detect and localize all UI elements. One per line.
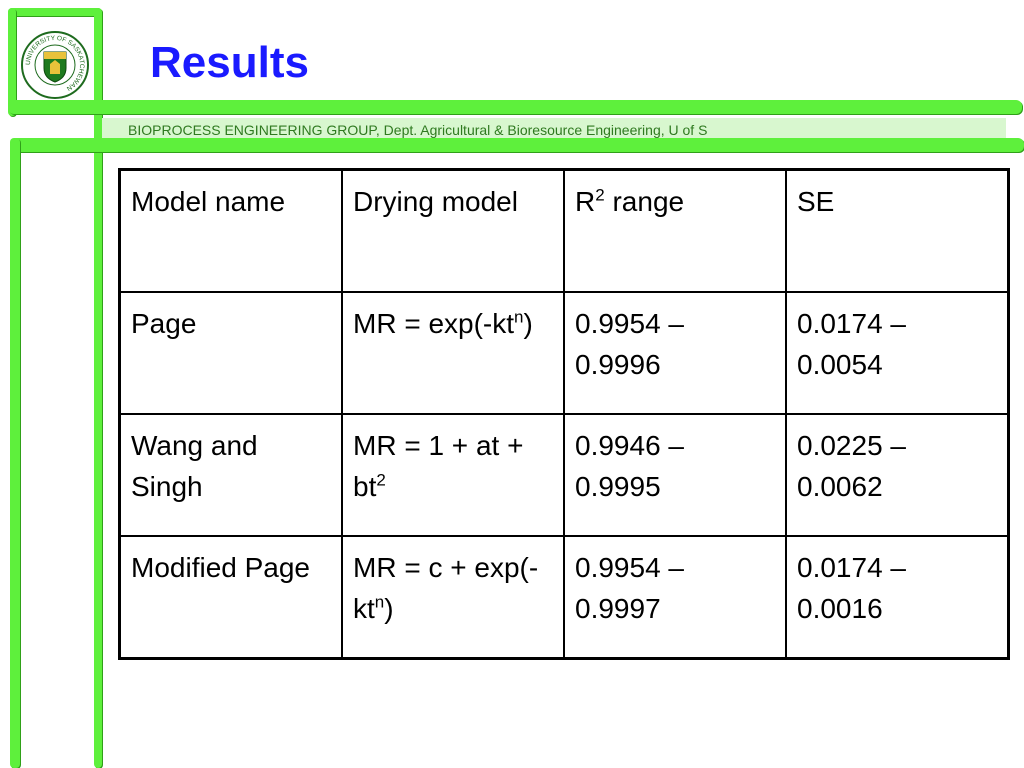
cell-se: 0.0174 – 0.0054 [786,292,1009,414]
cell-model-name: Wang and Singh [120,414,343,536]
frame-left-stub [10,138,20,768]
page-title: Results [150,38,309,87]
model-equation: MR = 1 + at + bt [353,430,524,502]
header-r2-base: R [575,186,596,217]
cell-r2-range: 0.9954 – 0.9997 [564,536,786,659]
frame-top-bar [8,8,102,16]
frame-vertical-bar [94,8,102,768]
cell-model-name: Page [120,292,343,414]
header-r2-superscript: 2 [595,185,605,205]
model-equation-superscript: n [514,307,524,327]
model-equation-superscript: 2 [376,470,386,490]
model-equation-superscript: n [374,592,385,612]
header-rule-top [8,100,1022,114]
model-equation: MR = exp(-kt [353,308,515,339]
university-logo [20,30,90,100]
table-row [120,536,1009,659]
university-crest-icon [20,30,90,100]
table-header-row [120,170,1009,293]
model-equation-tail: ) [523,308,533,339]
results-table [118,168,1010,660]
header-se: SE [786,170,1009,293]
cell-se: 0.0225 – 0.0062 [786,414,1009,536]
header-r2-rest: range [604,186,685,217]
model-equation-tail: ) [384,593,394,624]
table-row [120,414,1009,536]
cell-se: 0.0174 – 0.0016 [786,536,1009,659]
cell-drying-model [342,292,564,414]
group-subtitle: BIOPROCESS ENGINEERING GROUP, Dept. Agricultural & Bioresource Engineering, U of S [128,122,708,138]
header-drying-model: Drying model [342,170,564,293]
cell-r2-range: 0.9954 – 0.9996 [564,292,786,414]
logo-ring-text: UNIVERSITY OF SASKATCHEWAN [24,34,86,92]
cell-drying-model [342,414,564,536]
header-rule-bottom [10,138,1024,152]
cell-model-name: Modified Page [120,536,343,659]
cell-r2-range: 0.9946 – 0.9995 [564,414,786,536]
model-equation: MR = c + exp(-kt [353,552,539,624]
table-row [120,292,1009,414]
cell-drying-model [342,536,564,659]
header-model-name: Model name [120,170,343,293]
header-r2-range [564,170,786,293]
